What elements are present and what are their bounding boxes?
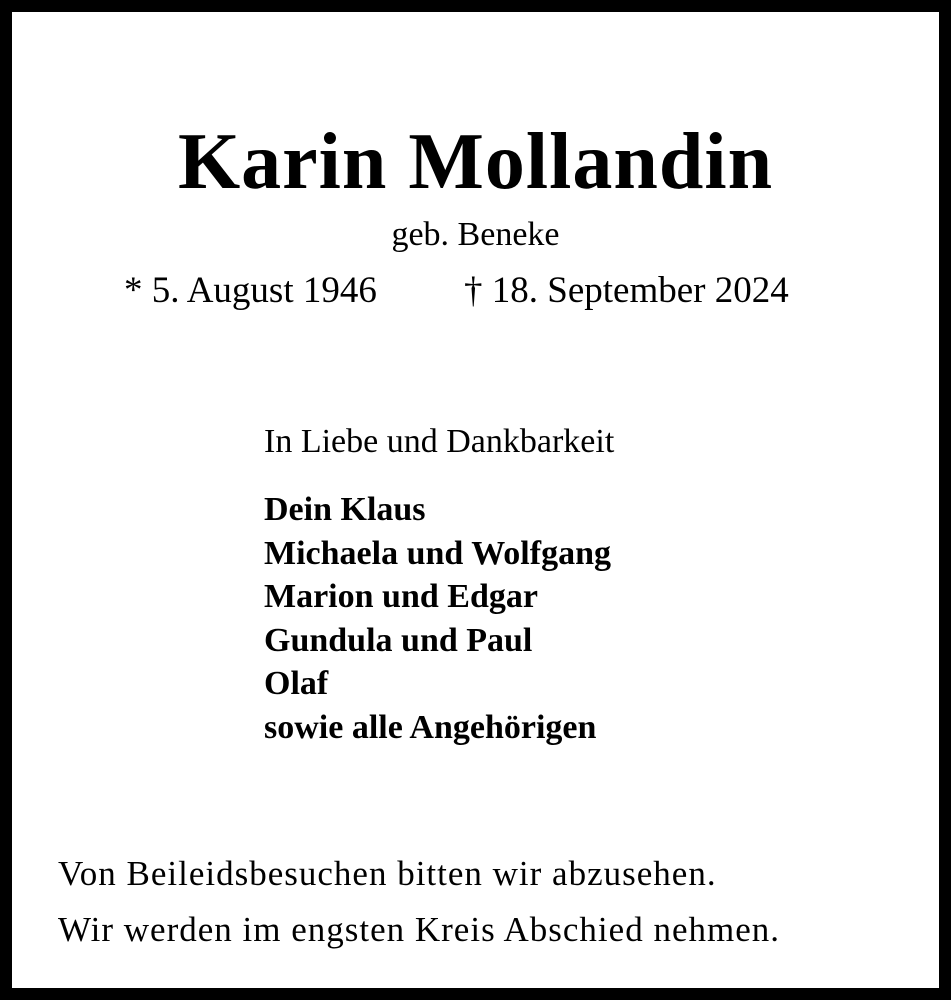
dedication-line: In Liebe und Dankbarkeit xyxy=(264,423,615,460)
mourner-name: Dein Klaus xyxy=(264,491,426,528)
mourners-list xyxy=(264,488,611,749)
mourner-name: sowie alle Angehörigen xyxy=(264,708,597,746)
mourner-name: Olaf xyxy=(264,665,329,702)
maiden-name: geb. Beneke xyxy=(391,216,560,253)
death-date: † 18. September 2024 xyxy=(464,270,789,311)
mourner-name: Marion und Edgar xyxy=(264,578,538,615)
mourner-name: Gundula und Paul xyxy=(264,621,533,659)
mourner-name: Michaela und Wolfgang xyxy=(264,534,611,572)
birth-date: * 5. August 1946 xyxy=(124,270,377,311)
condolence-note: Von Beileidsbesuchen bitten wir abzusehen. xyxy=(58,854,717,893)
deceased-name: Karin Mollandin xyxy=(177,118,774,206)
farewell-note: Wir werden im engsten Kreis Abschied nehmen. xyxy=(58,910,780,949)
